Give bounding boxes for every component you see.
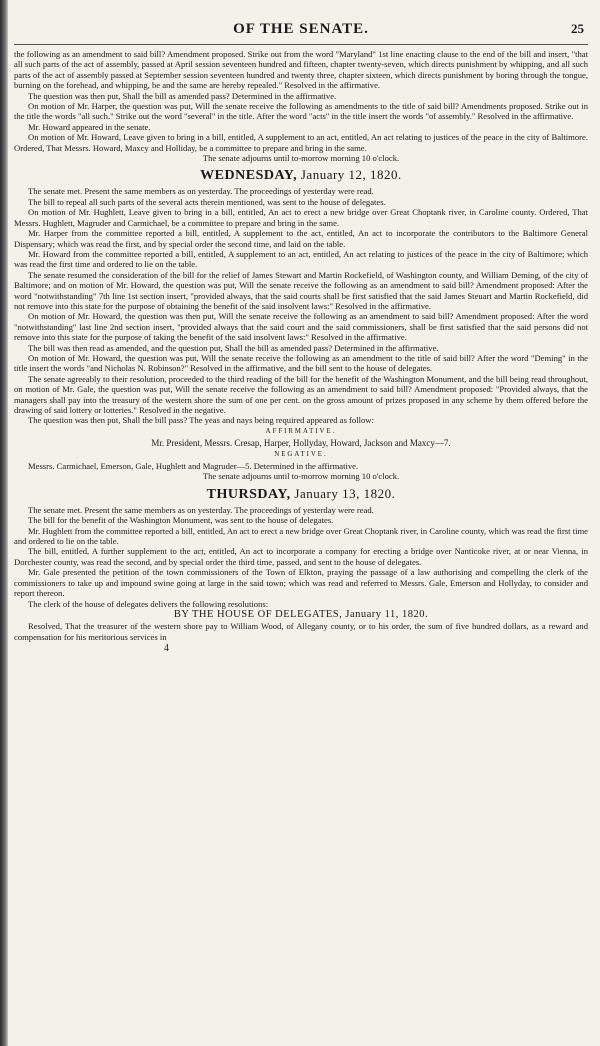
paragraph: On motion of Mr. Howard, the question was put, Will the senate receive the following as an amendment to the title of said bill? After the word "Deming" in the title insert the words "and Nicholas N. Robinson?" Resolved in the affirmative, and the bill sent to the house of delegates. bbox=[14, 352, 588, 374]
paragraph: Mr. Harper from the committee reported a bill, entitled, A supplement to the act, entitled, An act to incorporate the contributors to the Baltimore General Dispensary; which was read the first, and by special order the second time, and laid on the table. bbox=[14, 228, 588, 249]
day-name: WEDNESDAY, bbox=[200, 168, 298, 184]
paragraph: Mr. Howard from the committee reported a bill, entitled, A supplement to an act, entitled, An act relating to justices of the peace in the city of Baltimore; which was read the first time and ordered to lie on the table. bbox=[14, 248, 588, 270]
affirmative-label: AFFIRMATIVE. bbox=[265, 427, 337, 435]
paragraph: The question was then put, Shall the bill pass? The yeas and nays being required appeared as follow: bbox=[28, 415, 374, 426]
paragraph: The question was then put, Shall the bill as amended pass? Determined in the affirmative. bbox=[28, 90, 337, 101]
paragraph: The bill to repeal all such parts of the several acts therein mentioned, was sent to the house of delegates. bbox=[28, 196, 386, 207]
negative-names: Messrs. Carmichael, Emerson, Gale, Hughlett and Magruder—5. Determined in the affirmative. bbox=[28, 461, 359, 472]
paragraph: On motion of Mr. Hughlett, Leave given to bring in a bill, entitled, An act to erect a new bridge over Great Choptank river, in Caroline county. Ordered, That Messrs. Hughlett, Magruder and Carmichael, be a committee to prepare and bring in the same. bbox=[14, 207, 588, 228]
day-date: January 13, 1820. bbox=[294, 485, 396, 501]
paragraph: The clerk of the house of delegates delivers the following resolutions: bbox=[28, 598, 269, 609]
day-heading-thursday bbox=[14, 486, 588, 503]
paragraph: Mr. Gale presented the petition of the town commissioners of the Town of Elkton, praying the passage of a law authorising and compelling the clerk of the commissioners to take up and impound swine going at large in the said town; which was read and referred to Messrs. Gale, Emerson and Hollyday, to consider and report thereon. bbox=[14, 567, 588, 599]
paragraph: The senate met. Present the same members as on yesterday. The proceedings of yesterday were read. bbox=[28, 186, 374, 197]
negative-label: NEGATIVE. bbox=[274, 450, 328, 458]
paragraph: On motion of Mr. Harper, the question was put, Will the senate receive the following as amendments to the title of said bill? Amendments proposed. Strike out in the title the words "all such." Strike out the word "several" in the title. After the word "acts" in the title insert the words "of assembly." Resolved in the affirmative. bbox=[14, 101, 588, 122]
paragraph: the following as an amendment to said bill? Amendment proposed. Strike out from the word "Maryland" 1st line enacting clause to the end of the bill and insert, "that all such parts of the act of assembly, passed at April session seventeen hundred and fifteen, chapter twenty-seven, which directs punishment by whipping, and all such parts of the act of assembly passed at September session seventeen hundred and twenty three, chapter sixteen, which directs punishment by boring through the tongue, burning on the forehead, and whipping, be and the same are hereby repealed." Resolved in the affirmative. bbox=[14, 49, 588, 91]
paragraph: Resolved, That the treasurer of the western shore pay to William Wood, of Allegany county, or to his order, the sum of five hundred dollars, as a reward and compensation for his meritorious services in bbox=[14, 621, 588, 642]
page-title: OF THE SENATE. bbox=[233, 21, 369, 37]
day-name: THURSDAY, bbox=[206, 486, 291, 502]
paragraph: Mr. Hughlett from the committee reported a bill, entitled, An act to erect a new bridge over Great Choptank river, in Caroline county, which was read the first time and ordered to lie on the table. bbox=[14, 525, 588, 547]
paragraph: The senate resumed the consideration of the bill for the relief of James Stewart and Martin Rockefield, of Washington county, and William Deming, of the city of Baltimore; and on motion of Mr. Howard, the question was put, Will the senate receive the following as an amendment to said bill? Amendment proposed: After the word "notwithstanding" 7th line 1st section insert, "provided always, that the said courts shall be first satisfied that the said James Steuart and Martin Rockefield, did not remove into this state for the purpose of obtaining the benefit of the said insolvent laws:" Resolved in the affirmative. bbox=[14, 269, 588, 311]
journal-page bbox=[14, 22, 588, 655]
paragraph: The bill was then read as amended, and the question put, Shall the bill as amended pass? Determined in the affirmative. bbox=[28, 342, 439, 353]
paragraph: The bill, entitled, A further supplement to the act, entitled, An act to incorporate a company for erecting a bridge over Nanticoke river, at or near Vienna, in Dorchester county, was read the second, and by special order the third time, passed, and sent to the house of delegates. bbox=[14, 546, 588, 567]
day-heading-wednesday bbox=[14, 167, 588, 184]
adjournment-note: The senate adjourns until to-morrow morning 10 o'clock. bbox=[202, 153, 400, 164]
affirmative-names: Mr. President, Messrs. Cresap, Harper, Hollyday, Howard, Jackson and Maxcy—7. bbox=[151, 438, 451, 449]
house-of-delegates-heading: BY THE HOUSE OF DELEGATES, January 11, 1820. bbox=[173, 608, 429, 620]
paragraph: The senate met. Present the same members as on yesterday. The proceedings of yesterday were read. bbox=[28, 504, 374, 515]
book-spine-shadow bbox=[0, 0, 8, 1046]
paragraph: The senate agreeably to their resolution, proceeded to the third reading of the bill for the benefit of the Washington Monument, and the bill being read throughout, on motion of Mr. Gale, the question was put, Will the senate receive the following as an amendment to said bill? Amendment proposed: "Provided always, that the managers shall pay into the treasury of the western shore the sum of one per cent. on the gross amount of prizes proposed in any scheme by them offered before the drawing of said lottery or lotteries." Resolved in the negative. bbox=[14, 373, 588, 415]
signature-mark: 4 bbox=[164, 643, 169, 655]
paragraph: On motion of Mr. Howard, Leave given to bring in a bill, entitled, A supplement to an act, entitled, An act relating to justices of the peace in the city of Baltimore. Ordered, That Messrs. Howard, Maxcy and Holliday, be a committee to prepare and bring in the same. bbox=[14, 132, 588, 153]
paragraph: On motion of Mr. Howard, the question was then put, Will the senate receive the following as an amendment to said bill? Amendment proposed: After the word "notwithstanding" last line 2nd section insert, "provided always that the said court and the said commissioners, shall be first satisfied that the said persons did not remove into this state for the purpose of taking the benefit of the said insolvent laws:" Resolved in the affirmative. bbox=[14, 311, 588, 343]
paragraph: The bill for the benefit of the Washington Monument, was sent to the house of delegates. bbox=[28, 515, 334, 526]
running-head bbox=[14, 22, 588, 45]
day-date: January 12, 1820. bbox=[300, 167, 402, 183]
paragraph: Mr. Howard appeared in the senate. bbox=[28, 121, 151, 132]
page-number: 25 bbox=[571, 21, 584, 36]
adjournment-note: The senate adjourns until to-morrow morning 10 o'clock. bbox=[202, 471, 400, 482]
